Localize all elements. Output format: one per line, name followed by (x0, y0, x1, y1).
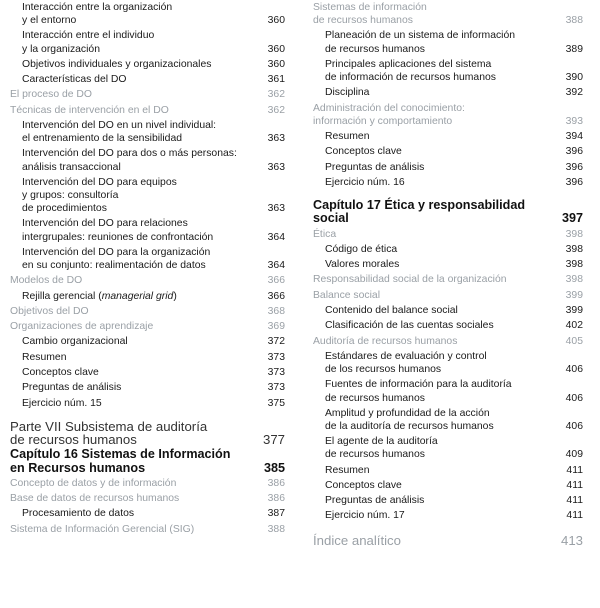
toc-entry-title: El proceso de DO (10, 89, 93, 101)
toc-entry-title-line: información y comportamiento (313, 115, 453, 127)
toc-entry-title (22, 1, 252, 27)
toc-subentry[interactable] (313, 434, 583, 462)
toc-page-number: 360 (267, 15, 285, 27)
toc-page-number: 388 (565, 15, 583, 27)
toc-subentry[interactable] (10, 350, 285, 365)
toc-entry-title: Preguntas de análisis (325, 495, 425, 507)
toc-subentry[interactable] (313, 478, 583, 493)
toc-entry-title (313, 1, 543, 27)
toc-subentry[interactable] (10, 334, 285, 349)
toc-entry-title: Características del DO (22, 74, 127, 86)
toc-page-number: 364 (267, 260, 285, 272)
toc-entry-title (10, 448, 240, 474)
toc-entry-title-line: Administración del conocimiento: (313, 102, 465, 114)
toc-entry-title (313, 102, 543, 128)
toc-entry-title: Concepto de datos y de información (10, 477, 177, 489)
toc-entry-title: Base de datos de recursos humanos (10, 493, 180, 505)
toc-entry-title: Índice analítico (313, 532, 401, 548)
toc-entry-title-line: Planeación de un sistema de información (325, 30, 516, 42)
toc-entry-title (22, 217, 252, 243)
toc-subentry[interactable] (10, 28, 285, 56)
toc-entry-title (325, 29, 555, 55)
toc-page-number: 409 (565, 449, 583, 461)
toc-entry-title (325, 350, 555, 376)
toc-entry-title-line: Intervención del DO para dos o más personas: (22, 148, 237, 160)
toc-entry-title: Rejilla gerencial (managerial grid) (22, 290, 177, 302)
toc-subentry[interactable] (313, 463, 583, 478)
toc-page-number: 363 (267, 203, 285, 215)
toc-entry-title-line: Interacción entre la organización (22, 2, 173, 13)
toc-chapter-heading[interactable] (313, 198, 583, 226)
toc-page-number: 363 (267, 133, 285, 145)
toc-subentry[interactable] (313, 508, 583, 523)
toc-page-number: 405 (565, 335, 583, 347)
toc-spacer (313, 524, 583, 532)
toc-part-heading[interactable] (10, 419, 285, 447)
toc-entry-title-line: Capítulo 17 Ética y responsabilidad (313, 198, 526, 213)
toc-page-number: 398 (565, 259, 583, 271)
toc-entry-title: Disciplina (325, 87, 370, 99)
toc-entry-title-line: intergrupales: reuniones de confrontación (22, 231, 214, 243)
toc-entry-title-line: Amplitud y profundidad de la acción (325, 407, 490, 419)
toc-subentry[interactable] (313, 242, 583, 257)
toc-section[interactable] (10, 491, 285, 506)
toc-subentry[interactable] (10, 506, 285, 521)
toc-entry-title-line: Fuentes de información para la auditoría (325, 379, 512, 391)
toc-chapter-heading[interactable] (10, 447, 285, 475)
toc-entry-title: Resumen (325, 130, 370, 142)
toc-subentry[interactable] (313, 377, 583, 405)
toc-entry-title (325, 435, 555, 461)
toc-page-number: 375 (267, 397, 285, 409)
toc-page-number: 360 (267, 58, 285, 70)
toc-subentry[interactable] (10, 72, 285, 87)
toc-entry-title-line: el entrenamiento de la sensibilidad (22, 133, 183, 145)
toc-entry-title-line: Estándares de evaluación y control (325, 350, 487, 362)
toc-entry-title-line: Sistemas de información (313, 2, 427, 13)
toc-entry-title: Responsabilidad social de la organización (313, 274, 507, 286)
toc-subentry[interactable] (313, 303, 583, 318)
toc-entry-title (325, 378, 555, 404)
toc-subentry[interactable] (10, 380, 285, 395)
toc-page-number: 366 (267, 275, 285, 287)
toc-entry-title-line: Intervención del DO en un nivel individual: (22, 120, 217, 131)
toc-entry-title-line: El agente de la auditoría (325, 436, 438, 448)
toc-page-number: 377 (262, 432, 285, 448)
toc-spacer (10, 411, 285, 419)
toc-page-number: 390 (565, 72, 583, 84)
toc-entry-title-line: Intervención del DO para la organización (22, 246, 211, 258)
toc-page-number: 398 (565, 228, 583, 240)
toc-right-column (313, 0, 583, 550)
toc-subentry[interactable] (10, 146, 285, 174)
toc-page-number: 386 (267, 477, 285, 489)
toc-page-number: 369 (267, 321, 285, 333)
toc-entry-title: Ejercicio núm. 15 (22, 397, 102, 409)
toc-entry-title: Objetivos individuales y organizacionales (22, 58, 212, 70)
toc-entry-title-line: de procedimientos (22, 203, 107, 215)
toc-subentry[interactable] (313, 160, 583, 175)
toc-page-number: 392 (565, 87, 583, 99)
toc-subentry[interactable] (10, 0, 285, 28)
toc-section[interactable] (313, 334, 583, 349)
toc-subentry[interactable] (313, 406, 583, 434)
toc-page-number: 398 (565, 274, 583, 286)
toc-entry-title: Resumen (325, 464, 370, 476)
toc-page-number: 411 (566, 510, 583, 522)
toc-page-number: 406 (565, 420, 583, 432)
toc-subentry[interactable] (10, 57, 285, 72)
toc-page-number: 360 (267, 43, 285, 55)
toc-subentry[interactable] (313, 129, 583, 144)
toc-entry-title (325, 407, 555, 433)
toc-entry-title: Conceptos clave (22, 367, 99, 379)
toc-page-number: 413 (560, 532, 583, 548)
toc-page-number: 396 (565, 146, 583, 158)
toc-entry-title-line: y el entorno (22, 15, 77, 27)
toc-entry-title (22, 119, 252, 145)
toc-entry-title-line: de la auditoría de recursos humanos (325, 420, 494, 432)
toc-entry-title: Preguntas de análisis (325, 161, 425, 173)
toc-page-number: 373 (267, 351, 285, 363)
toc-section[interactable] (10, 87, 285, 102)
toc-page-number: 399 (565, 289, 583, 301)
toc-page-number: 411 (566, 495, 583, 507)
toc-section[interactable] (10, 522, 285, 537)
toc-page-number: 406 (565, 364, 583, 376)
toc-entry-title (22, 29, 252, 55)
toc-page-number: 398 (565, 243, 583, 255)
toc-subentry[interactable] (10, 396, 285, 411)
toc-entry-title: Ética (313, 228, 337, 240)
toc-page-number: 362 (267, 89, 285, 101)
toc-subentry[interactable] (10, 365, 285, 380)
toc-entry-title (10, 420, 240, 446)
toc-section[interactable] (10, 319, 285, 334)
toc-entry-title-line: de información de recursos humanos (325, 72, 496, 84)
toc-page-number: 372 (267, 336, 285, 348)
toc-page-number: 411 (566, 464, 583, 476)
toc-subentry[interactable] (313, 349, 583, 377)
toc-entry-title-line: de recursos humanos (325, 449, 425, 461)
toc-entry-title-line: en su conjunto: realimentación de datos (22, 260, 206, 272)
toc-subentry[interactable] (313, 57, 583, 85)
toc-page-number: 396 (565, 176, 583, 188)
toc-entry-title-line: y grupos: consultoría (22, 190, 119, 202)
toc-subentry[interactable] (10, 118, 285, 146)
toc-page-number: 397 (561, 211, 583, 226)
toc-section[interactable] (313, 272, 583, 287)
toc-page-number: 399 (565, 305, 583, 316)
toc-entry-title-line: de recursos humanos (10, 432, 137, 448)
toc-entry-title: Ejercicio núm. 16 (325, 176, 405, 188)
toc-section[interactable] (10, 103, 285, 118)
toc-subentry[interactable] (313, 493, 583, 508)
toc-section[interactable] (313, 101, 583, 129)
toc-entry-title-line: análisis transaccional (22, 161, 121, 173)
toc-entry-title: Conceptos clave (325, 479, 402, 491)
toc-entry-title: Balance social (313, 289, 381, 301)
toc-entry-title-line: Interacción entre el individuo (22, 30, 155, 42)
toc-entry-title (22, 147, 252, 173)
toc-entry-title (313, 199, 543, 225)
toc-page-number: 402 (565, 320, 583, 332)
toc-entry-title-line: Capítulo 16 Sistemas de Información (10, 447, 231, 462)
toc-page-number: 366 (267, 290, 285, 302)
toc-entry-title-line: social (313, 211, 349, 226)
toc-entry-title: Procesamiento de datos (22, 508, 135, 520)
toc-spacer (313, 190, 583, 198)
toc-entry-title-line: de los recursos humanos (325, 364, 442, 376)
toc-subentry[interactable] (313, 144, 583, 159)
toc-entry-title-line: Parte VII Subsistema de auditoría (10, 418, 208, 434)
toc-entry-title: Código de ética (325, 243, 398, 255)
toc-page-number: 373 (267, 367, 285, 379)
toc-page-number: 411 (566, 479, 583, 491)
toc-entry-title: Modelos de DO (10, 275, 83, 287)
toc-entry-title: Sistema de Información Gerencial (SIG) (10, 523, 195, 535)
toc-section[interactable] (10, 273, 285, 288)
toc-page-number: 368 (267, 305, 285, 317)
toc-page-number: 394 (565, 130, 583, 142)
toc-page-number: 389 (565, 43, 583, 55)
toc-subentry[interactable] (10, 289, 285, 304)
toc-page-number: 373 (267, 382, 285, 394)
toc-subentry[interactable] (10, 245, 285, 273)
toc-entry-title-line: de recursos humanos (313, 15, 413, 27)
toc-subentry[interactable] (313, 257, 583, 272)
toc-page-number: 362 (267, 104, 285, 116)
toc-entry-title-line: Principales aplicaciones del sistema (325, 58, 492, 70)
toc-subentry[interactable] (10, 216, 285, 244)
toc-entry-title-line: en Recursos humanos (10, 460, 146, 475)
toc-entry-title-line: Intervención del DO para relaciones (22, 218, 188, 230)
toc-entry-title (325, 58, 555, 84)
toc-section[interactable] (10, 304, 285, 319)
toc-page-number: 406 (565, 392, 583, 404)
toc-page-number: 387 (267, 508, 285, 520)
toc-entry-title-line: de recursos humanos (325, 43, 425, 55)
toc-page-number: 386 (267, 493, 285, 505)
toc-subentry[interactable] (313, 28, 583, 56)
toc-page-number: 396 (565, 161, 583, 173)
toc-page-number: 361 (267, 74, 285, 86)
toc-entry-title: Objetivos del DO (10, 305, 89, 317)
toc-entry-title: Valores morales (325, 259, 400, 271)
toc-entry-title: Resumen (22, 351, 67, 363)
toc-subentry[interactable] (10, 175, 285, 217)
toc-entry-title: Organizaciones de aprendizaje (10, 321, 154, 333)
toc-section[interactable] (10, 476, 285, 491)
toc-page-number: 385 (263, 460, 285, 475)
toc-entry-title: Contenido del balance social (325, 305, 458, 316)
toc-entry-title-line: Intervención del DO para equipos (22, 176, 177, 188)
toc-entry-title: Preguntas de análisis (22, 382, 122, 394)
toc-entry-title: Cambio organizacional (22, 336, 128, 348)
toc-subentry[interactable] (313, 175, 583, 190)
toc-section[interactable] (313, 0, 583, 28)
toc-entry-title (22, 246, 252, 272)
toc-section[interactable] (313, 288, 583, 303)
toc-entry-title-line: de recursos humanos (325, 392, 425, 404)
toc-entry-title-line: y la organización (22, 43, 100, 55)
toc-index-entry[interactable] (313, 532, 583, 550)
toc-entry-title: Técnicas de intervención en el DO (10, 104, 169, 116)
toc-section[interactable] (313, 227, 583, 242)
toc-entry-title (22, 176, 252, 216)
toc-entry-title: Ejercicio núm. 17 (325, 510, 405, 522)
toc-page-number: 393 (565, 115, 583, 127)
toc-subentry[interactable] (313, 318, 583, 333)
toc-subentry[interactable] (313, 85, 583, 100)
toc-page-number: 388 (267, 523, 285, 535)
toc-entry-title: Conceptos clave (325, 146, 402, 158)
toc-entry-title: Clasificación de las cuentas sociales (325, 320, 494, 332)
toc-entry-title: Auditoría de recursos humanos (313, 335, 458, 347)
toc-page-number: 364 (267, 231, 285, 243)
toc-page-number: 363 (267, 161, 285, 173)
toc-left-column (10, 0, 285, 537)
